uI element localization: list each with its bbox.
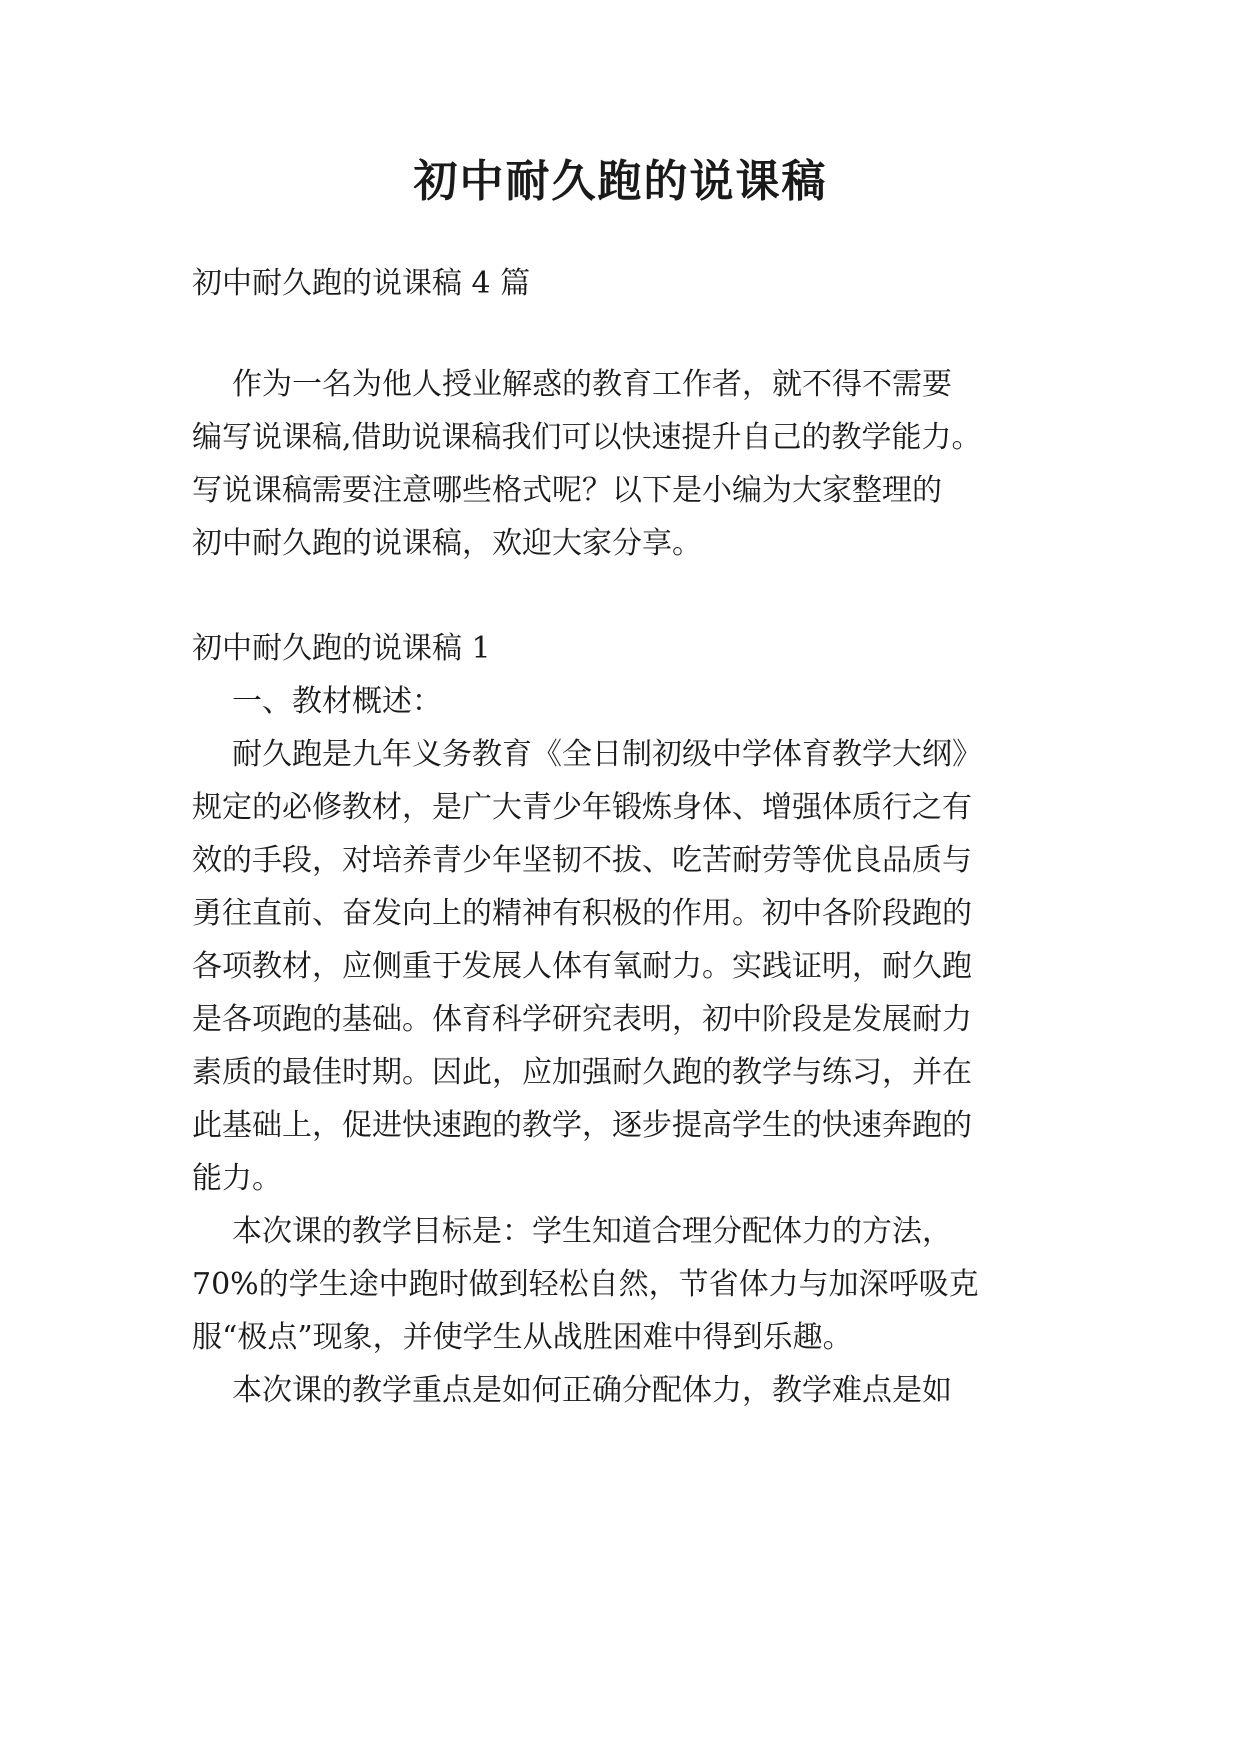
para2-line-3: 服“极点”现象，并使学生从战胜困难中得到乐趣。 [192,1320,853,1355]
para1-line-7: 素质的最佳时期。因此，应加强耐久跑的教学与练习，并在 [192,1055,972,1090]
para1-line-1: 耐久跑是九年义务教育《全日制初级中学体育教学大纲》 [232,737,982,772]
document-subtitle: 初中耐久跑的说课稿 4 篇 [192,266,531,301]
section-heading: 初中耐久跑的说课稿 1 [192,631,491,666]
para1-line-8: 此基础上，促进快速跑的教学，逐步提高学生的快速奔跑的 [192,1108,972,1143]
section-subheading: 一、教材概述： [232,684,442,719]
para1-line-4: 勇往直前、奋发向上的精神有积极的作用。初中各阶段跑的 [192,896,972,931]
para1-line-3: 效的手段，对培养青少年坚韧不拔、吃苦耐劳等优良品质与 [192,843,972,878]
para1-line-5: 各项教材，应侧重于发展人体有氧耐力。实践证明，耐久跑 [192,949,972,984]
para1-line-2: 规定的必修教材，是广大青少年锻炼身体、增强体质行之有 [192,790,972,825]
document-title: 初中耐久跑的说课稿 [413,156,828,207]
para2-line-2: 70%的学生途中跑时做到轻松自然，节省体力与加深呼吸克 [192,1267,979,1302]
intro-line-1: 作为一名为他人授业解惑的教育工作者，就不得不需要 [232,367,952,402]
intro-line-3: 写说课稿需要注意哪些格式呢？以下是小编为大家整理的 [192,473,942,508]
intro-line-4: 初中耐久跑的说课稿，欢迎大家分享。 [192,526,702,561]
para2-line-1: 本次课的教学目标是：学生知道合理分配体力的方法， [232,1214,952,1249]
para3-line-1: 本次课的教学重点是如何正确分配体力，教学难点是如 [232,1373,952,1408]
para1-line-9: 能力。 [192,1161,282,1196]
para1-line-6: 是各项跑的基础。体育科学研究表明，初中阶段是发展耐力 [192,1002,972,1037]
intro-line-2: 编写说课稿,借助说课稿我们可以快速提升自己的教学能力。 [192,420,982,455]
